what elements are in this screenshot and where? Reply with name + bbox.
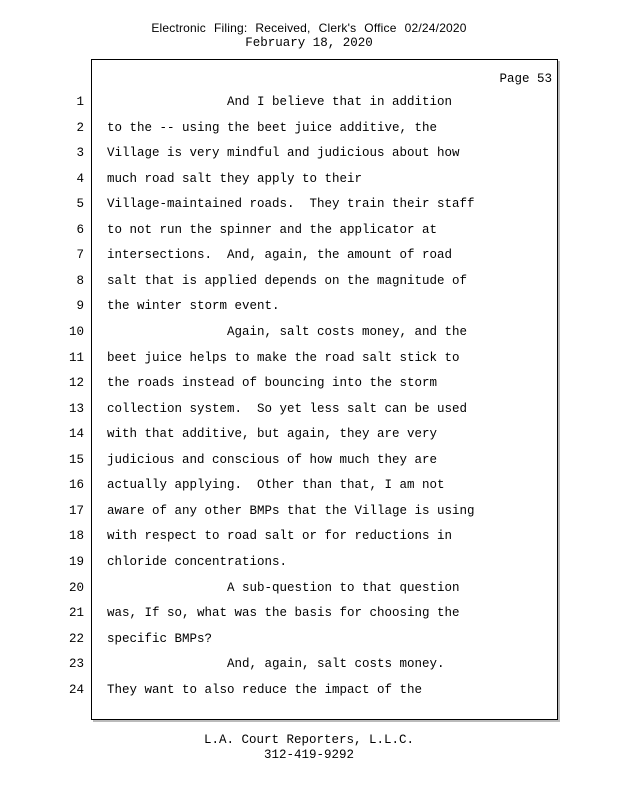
line-number: 20 — [68, 580, 84, 595]
stamp-word: Electronic — [151, 21, 206, 35]
line-number: 2 — [76, 120, 84, 135]
line-number: 1 — [76, 95, 84, 109]
line-text: salt that is applied depends on the magnitude of — [107, 273, 468, 288]
stamp-word: Office — [364, 21, 397, 35]
line-text: Village is very mindful and judicious about how — [107, 146, 460, 161]
line-number: 19 — [68, 554, 84, 569]
line-number: 3 — [76, 146, 84, 161]
footer-company: L.A. Court Reporters, L.L.C. — [203, 733, 415, 747]
page-number: Page 53 — [499, 72, 552, 86]
line-text: judicious and conscious of how much they are — [107, 452, 438, 467]
line-text: And I believe that in addition — [107, 95, 453, 109]
stamp-word: Received, — [255, 21, 311, 35]
line-text: to the -- using the beet juice additive, the — [107, 120, 438, 135]
line-text: chloride concentrations. — [107, 554, 288, 569]
line-number: 8 — [76, 273, 84, 288]
line-number: 15 — [68, 452, 84, 467]
line-text: Again, salt costs money, and the — [107, 325, 468, 339]
line-number: 9 — [76, 299, 84, 314]
line-number: 16 — [68, 478, 84, 493]
line-text: collection system. So yet less salt can be used — [107, 401, 468, 416]
line-text: A sub-question to that question — [107, 580, 460, 595]
transcript-date: February 18, 2020 — [245, 36, 373, 50]
line-number: 6 — [76, 222, 84, 237]
stamp-word: 02/24/2020 — [404, 21, 467, 35]
line-number: 14 — [68, 427, 84, 442]
line-text: And, again, salt costs money. — [107, 657, 445, 672]
line-number: 13 — [68, 401, 84, 416]
line-text: was, If so, what was the basis for choosing the — [107, 606, 460, 620]
stamp-word: Filing: — [214, 21, 248, 35]
footer-phone: 312-419-9292 — [263, 748, 354, 762]
line-number: 10 — [68, 325, 84, 339]
line-text: aware of any other BMPs that the Village is using — [107, 503, 475, 518]
line-text: beet juice helps to make the road salt stick to — [107, 350, 460, 365]
line-text: actually applying. Other than that, I am not — [107, 478, 445, 493]
line-text: Village-maintained roads. They train their staff — [107, 197, 475, 212]
line-number: 12 — [68, 376, 84, 391]
line-text: much road salt they apply to their — [107, 171, 363, 186]
line-number: 17 — [68, 503, 84, 518]
line-number: 23 — [68, 657, 84, 672]
electronic-filing-stamp — [0, 21, 618, 35]
line-text: the roads instead of bouncing into the storm — [107, 376, 438, 391]
line-text: with respect to road salt or for reductions in — [107, 529, 453, 544]
line-number: 24 — [68, 682, 84, 697]
line-text: to not run the spinner and the applicator at — [107, 222, 438, 237]
line-number: 7 — [76, 248, 84, 263]
line-text: intersections. And, again, the amount of road — [107, 248, 453, 263]
line-text: the winter storm event. — [107, 299, 280, 314]
stamp-word: Clerk's — [318, 21, 357, 35]
line-number: 18 — [68, 529, 84, 544]
line-number: 22 — [68, 631, 84, 646]
line-number: 11 — [68, 350, 84, 365]
line-number: 4 — [76, 171, 84, 186]
line-number: 5 — [76, 197, 84, 212]
line-number: 21 — [68, 606, 84, 620]
line-text: specific BMPs? — [107, 631, 213, 646]
line-text: with that additive, but again, they are very — [107, 427, 438, 442]
line-text: They want to also reduce the impact of the — [107, 682, 423, 697]
